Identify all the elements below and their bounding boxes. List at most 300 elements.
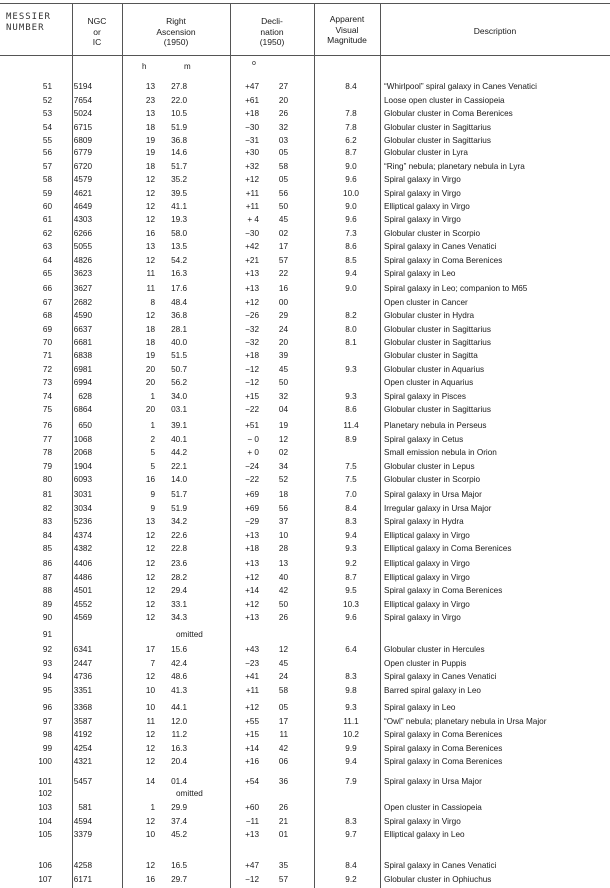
cell-rh: 16 — [145, 874, 155, 884]
cell-dd: +13 — [245, 530, 259, 540]
cell-desc: Globular cluster in Lepus — [384, 461, 475, 471]
cell-mag: 8.3 — [345, 816, 357, 826]
cell-dm: 22 — [278, 269, 288, 278]
cell-dd: −12 — [245, 364, 259, 374]
cell-dd: +55 — [245, 716, 259, 726]
cell-rh: 13 — [145, 242, 155, 251]
cell-dm: 11 — [279, 730, 288, 739]
table-row — [0, 174, 610, 185]
header-bottom-rule — [0, 55, 610, 56]
header-magnitude: Apparent Visual Magnitude — [327, 14, 367, 45]
cell-dd: +21 — [245, 255, 259, 265]
cell-rh: 20 — [145, 378, 155, 387]
cell-m: 65 — [42, 269, 52, 278]
cell-ngc: 4321 — [73, 757, 92, 766]
cell-desc: Spiral galaxy in Pisces — [384, 391, 466, 401]
cell-dd: +61 — [245, 95, 259, 105]
cell-ngc: 5194 — [73, 82, 92, 91]
cell-mag: 8.7 — [345, 148, 357, 157]
cell-dd: −30 — [245, 122, 259, 132]
cell-desc: “Ring” nebula; planetary nebula in Lyra — [384, 161, 525, 171]
cell-rh: 12 — [145, 544, 155, 553]
cell-desc: Elliptical galaxy in Virgo — [384, 559, 470, 568]
cell-dd: +18 — [245, 544, 259, 553]
cell-ngc: 4579 — [73, 175, 92, 184]
cell-ngc: 7654 — [73, 95, 92, 105]
cell-ngc: 6341 — [73, 645, 92, 654]
cell-rm: 17.6 — [171, 284, 187, 293]
table-row — [0, 147, 610, 158]
cell-rm: 35.2 — [171, 175, 187, 184]
cell-rm: 15.6 — [171, 645, 187, 654]
cell-desc: Globular cluster in Sagitta — [384, 351, 478, 360]
table-row — [0, 461, 610, 472]
cell-m: 104 — [38, 816, 52, 826]
cell-mag: 8.1 — [345, 338, 357, 347]
cell-rm: 33.1 — [171, 599, 187, 609]
cell-rh: 12 — [145, 175, 155, 184]
table-row — [0, 283, 610, 294]
cell-rh: 18 — [145, 122, 155, 132]
cell-dd: +13 — [245, 284, 259, 293]
cell-mag: 6.2 — [345, 136, 357, 145]
table-row — [0, 420, 610, 431]
cell-m: 75 — [42, 405, 52, 414]
cell-mag: 7.0 — [345, 490, 357, 499]
cell-dd: +42 — [245, 242, 259, 251]
cell-desc: Loose open cluster in Cassiopeia — [384, 95, 505, 105]
cell-rm: 44.1 — [171, 703, 187, 712]
cell-mag: 8.3 — [345, 517, 357, 526]
cell-desc: Spiral galaxy in Virgo — [384, 816, 461, 826]
cell-ngc: 6981 — [73, 364, 92, 374]
cell-desc: Spiral galaxy in Coma Berenices — [384, 757, 503, 766]
cell-rm: 44.2 — [171, 448, 187, 457]
cell-rm: 56.2 — [171, 378, 187, 387]
cell-ngc: 3379 — [73, 830, 92, 839]
cell-rh: 12 — [145, 730, 155, 739]
cell-ngc: 2682 — [73, 297, 92, 307]
cell-rh: 19 — [145, 148, 155, 157]
cell-rh: 16 — [145, 228, 155, 238]
cell-m: 82 — [42, 503, 52, 513]
cell-desc: Globular cluster in Ophiuchus — [384, 874, 492, 884]
cell-rm: 34.0 — [171, 391, 187, 401]
cell-dm: 19 — [278, 421, 288, 430]
cell-rm: 16.3 — [171, 269, 187, 278]
cell-m: 106 — [38, 861, 52, 870]
cell-rh: 19 — [145, 136, 155, 145]
cell-m: 99 — [42, 743, 52, 753]
cell-rh: 12 — [145, 572, 155, 582]
cell-desc: Globular cluster in Hercules — [384, 645, 485, 654]
cell-desc: Elliptical galaxy in Virgo — [384, 572, 470, 582]
cell-mag: 7.8 — [345, 109, 357, 118]
cell-desc: Spiral galaxy in Leo; companion to M65 — [384, 284, 528, 293]
cell-rh: 12 — [145, 311, 155, 320]
cell-dm: 52 — [278, 475, 288, 484]
cell-rh: 1 — [150, 803, 155, 812]
cell-rh: 1 — [150, 391, 155, 401]
cell-dd: +69 — [245, 490, 259, 499]
table-row — [0, 161, 610, 172]
cell-desc: Spiral galaxy in Coma Berenices — [384, 730, 503, 739]
cell-rm: 51.5 — [171, 351, 187, 360]
cell-dd: +12 — [245, 175, 259, 184]
cell-rm: 14.0 — [171, 475, 187, 484]
table-row — [0, 860, 610, 871]
cell-desc: Spiral galaxy in Coma Berenices — [384, 743, 503, 753]
cell-ngc: 628 — [78, 391, 92, 401]
cell-desc: Open cluster in Aquarius — [384, 378, 474, 387]
cell-rh: 12 — [145, 188, 155, 198]
cell-mag: 9.7 — [345, 830, 357, 839]
cell-rm: 27.8 — [171, 82, 187, 91]
cell-mag: 9.3 — [345, 544, 357, 553]
cell-rm: 29.9 — [171, 803, 187, 812]
cell-dd: + 0 — [247, 448, 259, 457]
cell-ngc: 3587 — [73, 716, 92, 726]
table-row — [0, 474, 610, 485]
cell-dd: +13 — [245, 269, 259, 278]
cell-ngc: 5055 — [73, 242, 92, 251]
cell-rm: 12.0 — [171, 716, 187, 726]
cell-mag: 10.0 — [343, 188, 359, 198]
cell-dm: 26 — [278, 803, 288, 812]
unit-minutes: m — [184, 62, 191, 71]
table-row — [0, 228, 610, 239]
cell-ngc: 6864 — [73, 405, 92, 414]
cell-rm: 54.2 — [171, 255, 187, 265]
cell-desc: Elliptical galaxy in Virgo — [384, 599, 470, 609]
cell-m: 81 — [42, 490, 52, 499]
cell-dm: 12 — [278, 645, 288, 654]
cell-mag: 8.6 — [345, 242, 357, 251]
cell-desc: Spiral galaxy in Virgo — [384, 215, 461, 224]
table-row — [0, 108, 610, 119]
cell-dm: 37 — [278, 517, 288, 526]
cell-ngc: 6681 — [73, 338, 92, 347]
cell-dd: −31 — [245, 136, 259, 145]
cell-desc: Spiral galaxy in Canes Venatici — [384, 861, 497, 870]
cell-ngc: 4826 — [73, 255, 92, 265]
cell-mag: 7.8 — [345, 122, 357, 132]
cell-m: 102 — [38, 789, 52, 798]
cell-m: 101 — [38, 777, 52, 786]
header-declination: Decli- nation (1950) — [259, 16, 285, 47]
cell-desc: Spiral galaxy in Coma Berenices — [384, 255, 503, 265]
cell-desc: Globular cluster in Sagittarius — [384, 324, 491, 334]
cell-dd: +15 — [245, 730, 259, 739]
table-row — [0, 135, 610, 146]
cell-m: 93 — [42, 658, 52, 668]
cell-dm: 02 — [278, 228, 288, 238]
table-row — [0, 599, 610, 610]
cell-rh: 16 — [145, 475, 155, 484]
table-row — [0, 489, 610, 500]
cell-m: 97 — [42, 716, 52, 726]
cell-rh: 12 — [145, 586, 155, 595]
cell-rh: 12 — [145, 599, 155, 609]
cell-m: 77 — [42, 434, 52, 444]
cell-m: 89 — [42, 599, 52, 609]
cell-ngc: 4501 — [73, 586, 92, 595]
cell-dm: 36 — [278, 777, 288, 786]
cell-rm: 42.4 — [171, 658, 187, 668]
cell-dd: −22 — [245, 405, 259, 414]
cell-dd: +11 — [245, 188, 259, 198]
cell-dd: +41 — [245, 672, 259, 681]
table-row — [0, 671, 610, 682]
table-row — [0, 558, 610, 569]
cell-dm: 24 — [278, 672, 288, 681]
cell-dd: − 0 — [247, 434, 259, 444]
cell-rm: 41.1 — [171, 202, 187, 211]
cell-ngc: 6779 — [73, 148, 92, 157]
cell-ngc: 4406 — [73, 559, 92, 568]
cell-dm: 03 — [278, 136, 288, 145]
header-right-ascension: Right Ascension (1950) — [156, 16, 196, 47]
table-row — [0, 447, 610, 458]
cell-mag: 7.5 — [345, 461, 357, 471]
cell-mag: 9.3 — [345, 364, 357, 374]
header-description: Description — [473, 26, 517, 36]
cell-desc: Elliptical galaxy in Virgo — [384, 530, 470, 540]
cell-dm: 34 — [278, 461, 288, 471]
cell-rh: 18 — [145, 338, 155, 347]
cell-rh: 12 — [145, 255, 155, 265]
cell-m: 70 — [42, 338, 52, 347]
cell-m: 72 — [42, 364, 52, 374]
cell-ngc: 6715 — [73, 122, 92, 132]
cell-omit: omitted — [176, 630, 203, 639]
cell-rm: 50.7 — [171, 364, 187, 374]
table-row — [0, 829, 610, 840]
cell-dd: +69 — [245, 503, 259, 513]
cell-rm: 14.6 — [171, 148, 187, 157]
table-row — [0, 516, 610, 527]
cell-mag: 8.4 — [345, 861, 357, 870]
cell-m: 85 — [42, 544, 52, 553]
cell-rm: 29.7 — [171, 874, 187, 884]
cell-rh: 10 — [145, 830, 155, 839]
cell-rh: 7 — [150, 658, 155, 668]
table-row — [0, 364, 610, 375]
cell-m: 60 — [42, 202, 52, 211]
table-row — [0, 776, 610, 787]
cell-dm: 20 — [278, 95, 288, 105]
cell-rh: 12 — [145, 816, 155, 826]
table-row — [0, 255, 610, 266]
unit-hours: h — [142, 62, 147, 71]
cell-dm: 56 — [278, 503, 288, 513]
cell-rm: 22.8 — [171, 544, 187, 553]
cell-ngc: 3627 — [73, 284, 92, 293]
table-row — [0, 756, 610, 767]
header-top-rule — [0, 3, 610, 4]
cell-dm: 42 — [278, 586, 288, 595]
cell-dd: +14 — [245, 743, 259, 753]
table-row — [0, 543, 610, 554]
cell-ngc: 6093 — [73, 475, 92, 484]
cell-dd: +47 — [245, 82, 259, 91]
cell-rh: 19 — [145, 351, 155, 360]
cell-rh: 8 — [150, 297, 155, 307]
cell-desc: Elliptical galaxy in Leo — [384, 830, 465, 839]
cell-rh: 9 — [150, 503, 155, 513]
cell-ngc: 4374 — [73, 530, 92, 540]
cell-rm: 40.0 — [171, 338, 187, 347]
cell-ngc: 4590 — [73, 311, 92, 320]
cell-rh: 12 — [145, 559, 155, 568]
cell-mag: 9.5 — [345, 586, 357, 595]
cell-desc: Globular cluster in Aquarius — [384, 364, 485, 374]
cell-ngc: 3031 — [73, 490, 92, 499]
cell-desc: Globular cluster in Coma Berenices — [384, 109, 513, 118]
cell-rh: 17 — [145, 645, 155, 654]
cell-dm: 20 — [278, 338, 288, 347]
cell-rh: 20 — [145, 364, 155, 374]
cell-ngc: 3351 — [73, 685, 92, 695]
table-row — [0, 612, 610, 623]
cell-rm: 22.1 — [171, 461, 187, 471]
cell-desc: Open cluster in Cassiopeia — [384, 803, 482, 812]
cell-rm: 51.7 — [171, 490, 187, 499]
cell-desc: Globular cluster in Sagittarius — [384, 405, 491, 414]
table-row — [0, 377, 610, 388]
cell-m: 66 — [42, 284, 52, 293]
cell-desc: Elliptical galaxy in Virgo — [384, 202, 470, 211]
unit-degrees: o — [252, 60, 256, 67]
cell-dd: +30 — [245, 148, 259, 157]
cell-desc: Barred spiral galaxy in Leo — [384, 685, 481, 695]
cell-m: 74 — [42, 391, 52, 401]
cell-rh: 12 — [145, 613, 155, 622]
cell-ngc: 581 — [78, 803, 92, 812]
cell-m: 94 — [42, 672, 52, 681]
cell-rh: 12 — [145, 743, 155, 753]
cell-dm: 02 — [278, 448, 288, 457]
cell-ngc: 1068 — [73, 434, 92, 444]
cell-rh: 13 — [145, 517, 155, 526]
cell-dd: +51 — [245, 421, 259, 430]
cell-dm: 42 — [278, 743, 288, 753]
cell-rh: 11 — [146, 716, 155, 726]
cell-desc: Spiral galaxy in Canes Venatici — [384, 242, 497, 251]
cell-dd: −29 — [245, 517, 259, 526]
cell-rh: 23 — [145, 95, 155, 105]
cell-dd: +11 — [245, 685, 259, 695]
cell-ngc: 2447 — [73, 658, 92, 668]
cell-rh: 18 — [145, 161, 155, 171]
cell-m: 95 — [42, 685, 52, 695]
cell-rm: 51.9 — [171, 122, 187, 132]
cell-dm: 17 — [278, 716, 288, 726]
cell-dm: 40 — [278, 572, 288, 582]
cell-rm: 41.3 — [171, 685, 187, 695]
cell-rm: 34.2 — [171, 517, 187, 526]
cell-rm: 39.5 — [171, 188, 187, 198]
cell-dd: −23 — [245, 658, 259, 668]
cell-rm: 28.2 — [171, 572, 187, 582]
cell-desc: Spiral galaxy in Leo — [384, 703, 456, 712]
cell-dd: +12 — [245, 703, 259, 712]
cell-ngc: 4254 — [73, 743, 92, 753]
cell-mag: 8.4 — [345, 503, 357, 513]
cell-dm: 05 — [278, 175, 288, 184]
cell-dm: 29 — [278, 311, 288, 320]
cell-ngc: 3034 — [73, 503, 92, 513]
cell-m: 55 — [42, 136, 52, 145]
cell-dm: 28 — [278, 544, 288, 553]
cell-m: 79 — [42, 461, 52, 471]
table-row — [0, 702, 610, 713]
cell-dd: +16 — [245, 757, 259, 766]
cell-dm: 26 — [278, 613, 288, 622]
cell-rh: 10 — [145, 703, 155, 712]
cell-m: 58 — [42, 175, 52, 184]
cell-dm: 12 — [278, 434, 288, 444]
cell-dd: −26 — [245, 311, 259, 320]
cell-dm: 35 — [278, 861, 288, 870]
cell-rm: 13.5 — [171, 242, 187, 251]
cell-ngc: 1904 — [73, 461, 92, 471]
cell-ngc: 6838 — [73, 351, 92, 360]
cell-desc: Spiral galaxy in Ursa Major — [384, 490, 482, 499]
cell-rm: 28.1 — [171, 324, 187, 334]
cell-rm: 36.8 — [171, 136, 187, 145]
cell-m: 52 — [42, 95, 52, 105]
cell-m: 67 — [42, 297, 52, 307]
table-row — [0, 729, 610, 740]
table-row — [0, 658, 610, 669]
cell-mag: 9.4 — [345, 269, 357, 278]
cell-desc: Globular cluster in Hydra — [384, 311, 475, 320]
cell-desc: Globular cluster in Scorpio — [384, 228, 481, 238]
cell-ngc: 4382 — [73, 544, 92, 553]
cell-ngc: 4303 — [73, 215, 92, 224]
cell-rh: 12 — [145, 530, 155, 540]
cell-desc: Globular cluster in Scorpio — [384, 475, 481, 484]
cell-m: 53 — [42, 109, 52, 118]
cell-dd: +13 — [245, 559, 259, 568]
table-row — [0, 241, 610, 252]
cell-dm: 21 — [278, 816, 288, 826]
cell-dm: 24 — [278, 324, 288, 334]
cell-m: 107 — [38, 874, 52, 884]
cell-dd: −22 — [245, 475, 259, 484]
cell-mag: 9.9 — [345, 743, 357, 753]
cell-mag: 8.2 — [345, 311, 357, 320]
cell-dm: 13 — [278, 559, 288, 568]
cell-dd: −12 — [245, 874, 259, 884]
cell-desc: Spiral galaxy in Ursa Major — [384, 777, 482, 786]
table-row — [0, 716, 610, 727]
cell-dd: +15 — [245, 391, 259, 401]
cell-m: 71 — [42, 351, 52, 360]
cell-mag: 9.3 — [345, 391, 357, 401]
cell-rh: 5 — [150, 448, 155, 457]
cell-m: 64 — [42, 255, 52, 265]
cell-dm: 27 — [278, 82, 288, 91]
cell-dm: 50 — [278, 202, 288, 211]
cell-m: 103 — [38, 803, 52, 812]
cell-desc: Open cluster in Puppis — [384, 658, 467, 668]
cell-desc: Small emission nebula in Orion — [384, 448, 497, 457]
cell-rh: 12 — [145, 215, 155, 224]
cell-ngc: 3623 — [73, 269, 92, 278]
cell-rm: 16.5 — [171, 861, 187, 870]
